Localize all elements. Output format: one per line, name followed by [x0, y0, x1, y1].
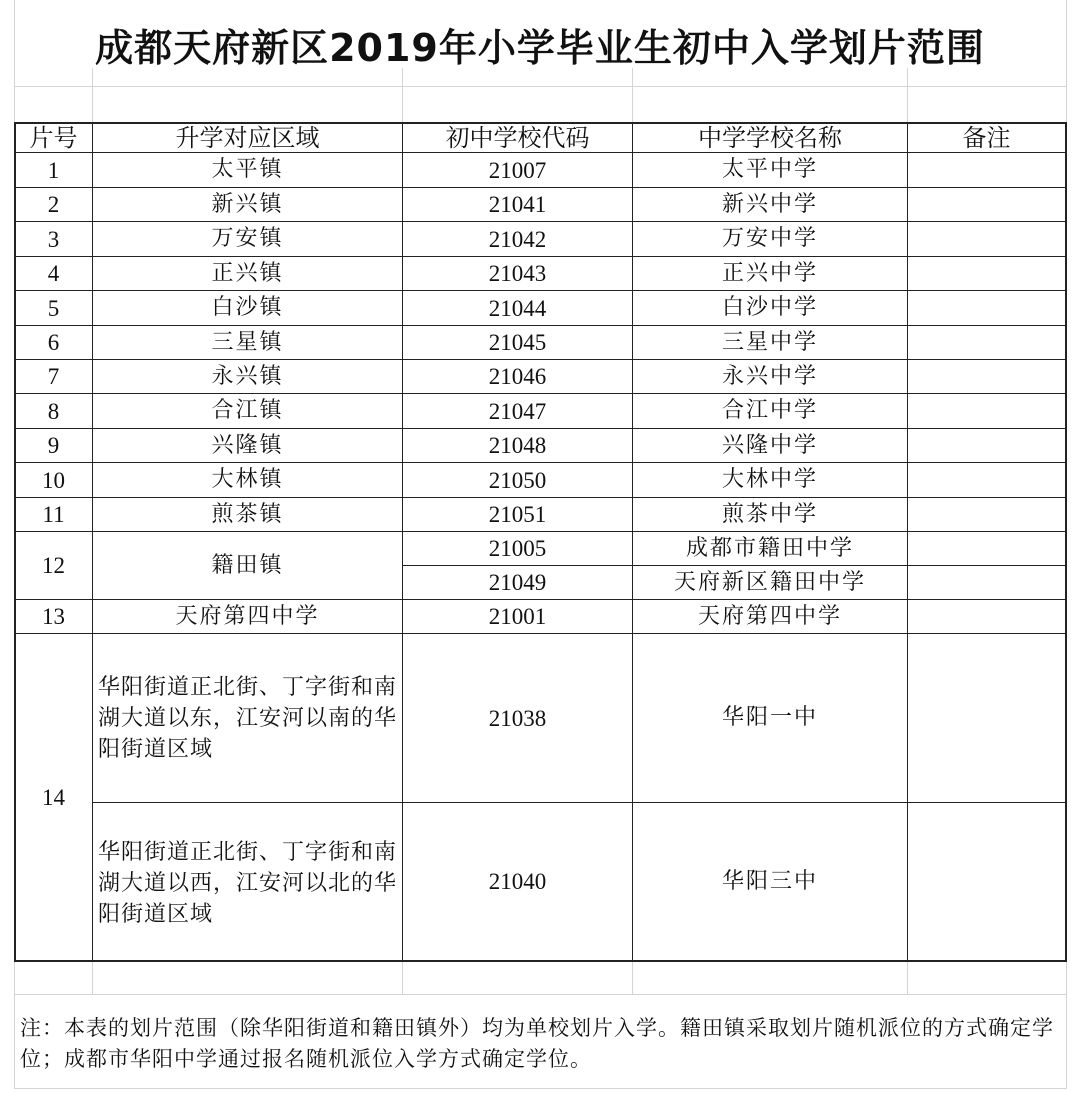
area-cell: 新兴镇 — [211, 191, 284, 217]
area-cell: 万安镇 — [211, 226, 284, 251]
area-cell: 合江镇 — [211, 398, 284, 423]
page-title: 成都天府新区2019年小学毕业生初中入学划片范围 — [95, 25, 985, 70]
area-cell: 正兴镇 — [211, 260, 284, 286]
school-cell: 永兴中学 — [721, 363, 818, 389]
grid-line — [632, 961, 633, 995]
area-cell: 太平镇 — [211, 157, 284, 182]
district-no-cell: 8 — [47, 398, 60, 424]
school-cell: 成都市籍田中学 — [685, 535, 854, 561]
code-cell: 21051 — [488, 502, 547, 527]
school-cell: 合江中学 — [721, 398, 818, 423]
district-no-cell: 3 — [47, 226, 60, 252]
district-no-cell: 6 — [47, 330, 60, 355]
school-cell: 煎茶中学 — [721, 501, 818, 527]
header-remark: 备注 — [962, 123, 1011, 152]
area-cell: 籍田镇 — [211, 552, 284, 578]
header-area: 升学对应区域 — [175, 123, 320, 152]
table-border — [1065, 122, 1067, 962]
school-cell: 新兴中学 — [721, 191, 818, 217]
school-cell: 兴隆中学 — [721, 432, 818, 458]
code-cell: 21044 — [488, 295, 547, 321]
code-cell: 21050 — [488, 467, 547, 493]
grid-line — [14, 1088, 1066, 1089]
header-code: 初中学校代码 — [445, 123, 590, 152]
grid-line — [14, 86, 1066, 87]
area-cell: 兴隆镇 — [211, 432, 284, 458]
area-cell: 华阳街道正北街、丁字街和南湖大道以西，江安河以北的华阳街道区域 — [98, 840, 398, 927]
code-cell: 21043 — [488, 261, 547, 286]
district-no-cell: 1 — [47, 157, 60, 183]
code-cell: 21038 — [488, 705, 547, 731]
school-cell: 华阳一中 — [721, 705, 818, 730]
code-cell: 21047 — [488, 398, 547, 424]
district-no-cell: 10 — [42, 467, 65, 493]
grid-line — [907, 961, 908, 995]
code-cell: 21005 — [488, 536, 547, 561]
grid-line — [92, 961, 93, 995]
code-cell: 21040 — [488, 869, 547, 894]
district-no-cell: 11 — [42, 502, 65, 527]
school-cell: 大林中学 — [721, 467, 818, 492]
school-cell: 正兴中学 — [721, 260, 818, 286]
district-no-cell: 5 — [47, 295, 60, 321]
school-cell: 太平中学 — [721, 157, 818, 182]
school-cell: 三星中学 — [721, 329, 818, 355]
school-cell: 白沙中学 — [721, 295, 818, 320]
code-cell: 21046 — [488, 364, 547, 389]
area-cell: 白沙镇 — [211, 295, 284, 320]
district-no-cell: 13 — [42, 604, 65, 629]
column-line — [907, 122, 908, 962]
area-cell: 华阳街道正北街、丁字街和南湖大道以东，江安河以南的华阳街道区域 — [98, 675, 398, 762]
table-border — [14, 960, 1066, 962]
school-cell: 天府新区籍田中学 — [673, 569, 866, 595]
school-cell: 天府第四中学 — [697, 603, 842, 629]
grid-line — [14, 994, 1066, 995]
header-school: 中学学校名称 — [698, 123, 842, 152]
district-no-cell: 4 — [47, 261, 60, 286]
area-cell: 永兴镇 — [211, 363, 284, 389]
code-cell: 21048 — [488, 433, 547, 458]
district-no-cell: 2 — [47, 192, 60, 217]
area-cell: 大林镇 — [211, 467, 284, 492]
district-no-cell: 14 — [42, 784, 65, 810]
code-cell: 21041 — [488, 192, 547, 217]
district-no-cell: 7 — [47, 364, 60, 389]
area-cell: 三星镇 — [211, 329, 284, 355]
school-cell: 华阳三中 — [721, 868, 818, 894]
code-cell: 21001 — [488, 604, 547, 629]
area-cell: 煎茶镇 — [211, 501, 284, 527]
district-no-cell: 12 — [42, 553, 65, 578]
area-cell: 天府第四中学 — [175, 603, 320, 629]
header-district-no: 片号 — [29, 123, 78, 152]
footnote: 注：本表的划片范围（除华阳街道和籍田镇外）均为单校划片入学。籍田镇采取划片随机派位的方式确定学位；成都市华阳中学通过报名随机派位入学方式确定学位。 — [20, 1016, 1054, 1071]
district-no-cell: 9 — [47, 433, 60, 458]
code-cell: 21042 — [488, 226, 547, 252]
code-cell: 21007 — [488, 157, 547, 183]
code-cell: 21045 — [488, 330, 547, 355]
code-cell: 21049 — [488, 570, 547, 595]
school-cell: 万安中学 — [721, 226, 818, 251]
grid-line — [402, 961, 403, 995]
